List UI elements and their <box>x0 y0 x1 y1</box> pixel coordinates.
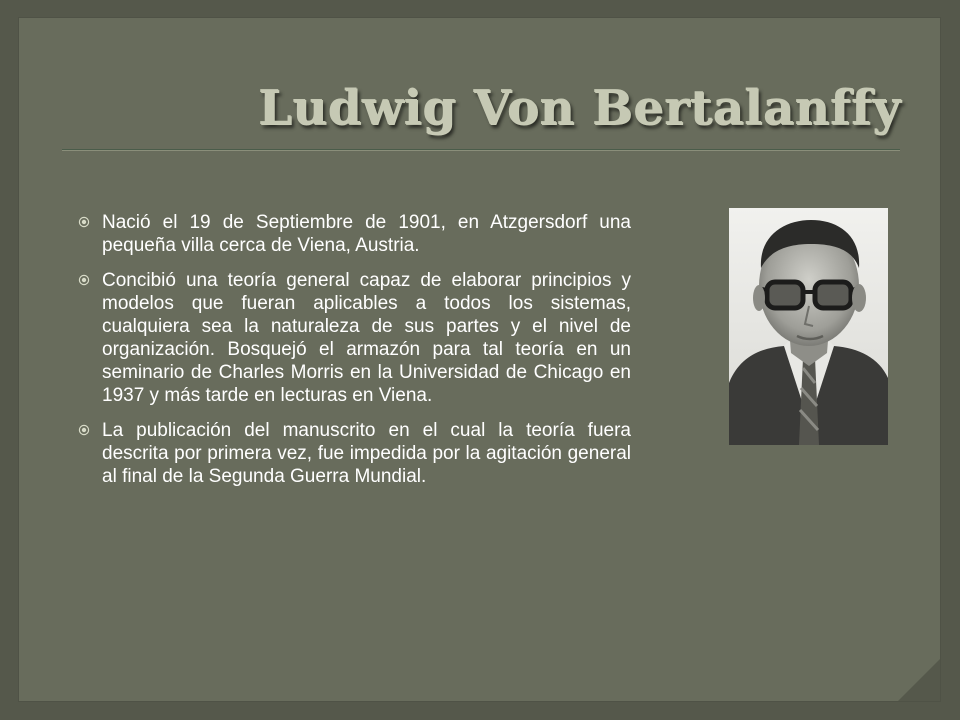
panel-corner-fold <box>898 659 940 701</box>
bullet-text: Nació el 19 de Septiembre de 1901, en Atzgersdorf una pequeña villa cerca de Viena, Austria. <box>102 212 631 256</box>
circle-dot-icon <box>78 424 90 436</box>
slide-title: Ludwig Von Bertalanffy <box>258 80 901 136</box>
bullet-text: La publicación del manuscrito en el cual la teoría fuera descrita por primera vez, fue impedida por la agitación general al final de la Segunda Guerra Mundial. <box>102 420 631 487</box>
list-item <box>76 211 631 257</box>
bullet-list <box>76 211 631 500</box>
title-divider <box>62 149 900 151</box>
list-item <box>76 419 631 488</box>
portrait-illustration <box>729 208 888 445</box>
bullet-text: Concibió una teoría general capaz de elaborar principios y modelos que fueran aplicables a todos los sistemas, cualquiera sea la naturaleza de sus partes y el nivel de organización. Bosquejó el armazón para tal teoría en un seminario de Charles Morris en la Universidad de Chicago en 1937 y más tarde en lecturas en Viena. <box>102 270 631 406</box>
circle-dot-icon <box>78 216 90 228</box>
list-item <box>76 269 631 407</box>
portrait-photo <box>729 208 888 445</box>
circle-dot-icon <box>78 274 90 286</box>
